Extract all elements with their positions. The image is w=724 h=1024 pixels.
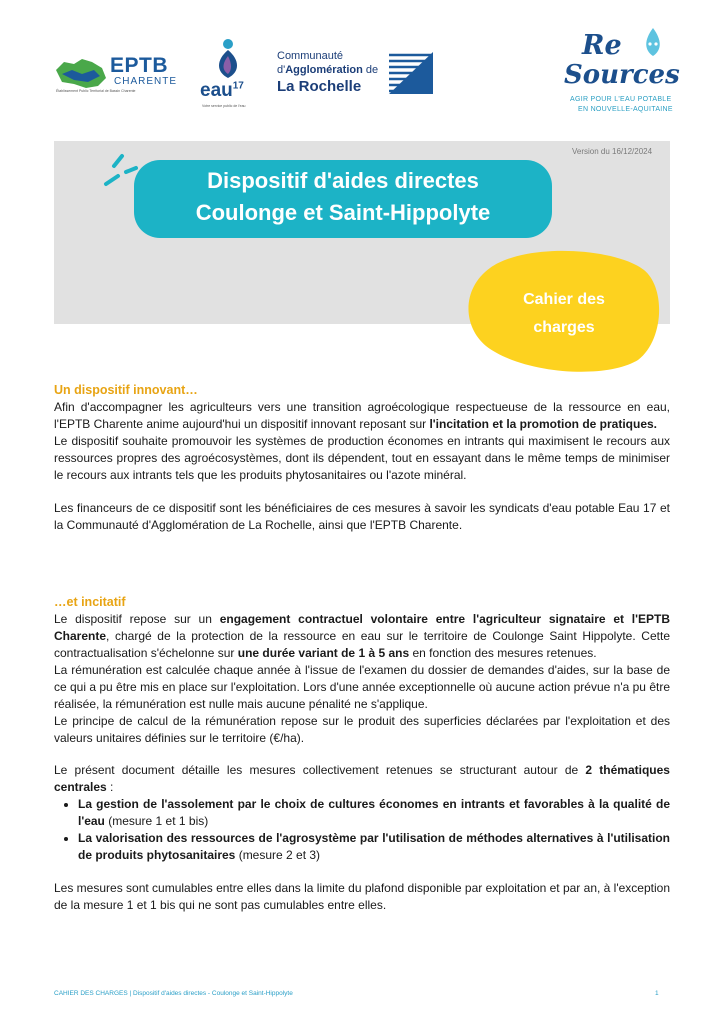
- document-body: [54, 382, 670, 914]
- cda-line1: Communauté: [277, 50, 344, 62]
- resources-tagline-1: AGIR POUR L'EAU POTABLE: [570, 96, 672, 103]
- paragraph: Les mesures sont cumulables entre elles dans la limite du plafond disponible par exploitation et par an, à l'exception de la mesure 1 et 1 bis qui ne sont pas cumulables entre elles.: [54, 880, 670, 912]
- droplet-icon: [640, 26, 666, 58]
- paragraph: Afin d'accompagner les agriculteurs vers une transition agroécologique respectueuse de la ressource en eau, l'EPTB Charente anime aujourd'hui un dispositif innovant reposant sur l'incitation et la promotion de pratiques.: [54, 399, 670, 431]
- list-item: • La valorisation des ressources de l'agrosystème par l'utilisation de méthodes alternatives à l'utilisation de produits phytosanitaires (mesure 2 et 3): [78, 830, 670, 864]
- paragraph: Les financeurs de ce dispositif sont les bénéficiaires de ces mesures à savoir les syndicats d'eau potable Eau 17 et la Communauté d'Agglomération de La Rochelle, ainsi que l'EPTB Charente.: [54, 501, 670, 533]
- paragraph: La rémunération est calculée chaque année à l'issue de l'examen du dossier de demandes d'aides, sur la base de ce qui a pu être mis en place sur l'exploitation. Lors d'une année exceptionnelle où aucune action prévue n'a pu être réalisée, la rémunération est nulle mais aucune pénalité ne s'applique.: [54, 662, 670, 711]
- eptb-tagline: Établissement Public Territorial de Bassin Charente: [56, 89, 136, 93]
- thematic-list: [54, 796, 670, 864]
- eptb-charente-logo: [52, 54, 182, 96]
- eptb-subtitle: CHARENTE: [114, 76, 178, 87]
- cda-la-rochelle-logo: [277, 50, 437, 96]
- cda-line2: d'Agglomération de: [277, 64, 379, 76]
- page-title-line1: Dispositif d'aides directes: [207, 168, 479, 193]
- paragraph: Le dispositif souhaite promouvoir les systèmes de production économes en intrants qui maximisent le recours aux ressources propres des agroécosystèmes, dont ils dépendent, tout en essayant dans le même temps de minimiser le recours aux intrants tels que les produits phytosanitaires ou l'azote minéral.: [54, 433, 670, 482]
- eau17-logo: [200, 36, 260, 112]
- list-item: • La gestion de l'assolement par le choix de cultures économes en intrants et favorables à la qualité de l'eau (mesure 1 et 1 bis): [78, 796, 670, 830]
- resources-sources: Sources: [564, 60, 680, 90]
- cahier-des-charges-badge: Cahier des charges: [523, 291, 605, 336]
- resources-tagline-2: EN NOUVELLE-AQUITAINE: [578, 106, 673, 113]
- eau17-tagline: Votre service public de l'eau: [202, 104, 246, 108]
- section-heading-innovant: Un dispositif innovant…: [54, 383, 198, 397]
- resources-re: Re: [582, 30, 622, 61]
- paragraph: Le dispositif repose sur un engagement contractuel volontaire entre l'agriculteur signataire et l'EPTB Charente, chargé de la protection de la ressource en eau sur le territoire de Coulonge Saint Hippolyte. Cette contractualisation s'échelonne sur une durée variant de 1 à 5 ans en fonction des mesures retenues.: [54, 612, 670, 660]
- eau17-wordmark: eau$^{17}$: [200, 80, 244, 101]
- section-heading-incitatif: …et incitatif: [54, 595, 126, 610]
- paragraph: Le principe de calcul de la rémunération repose sur le produit des superficies déclarées par l'exploitation et des valeurs unitaires définies sur le territoire (€/ha).: [54, 713, 670, 745]
- eptb-wordmark: EPTB: [110, 54, 169, 77]
- footer-text: CAHIER DES CHARGES | Dispositif d'aides directes - Coulonge et Saint-Hippolyte: [54, 990, 293, 997]
- title-pill: [134, 160, 552, 238]
- page-title-line2: Coulonge et Saint-Hippolyte: [195, 200, 491, 225]
- page-number: 1: [655, 990, 659, 997]
- version-date: Version du 16/12/2024: [572, 147, 653, 156]
- paragraph: Le présent document détaille les mesures collectivement retenues se structurant autour de 2 thématiques centrales :: [54, 763, 670, 795]
- cda-line3: La Rochelle: [277, 78, 362, 95]
- sail-icon: [389, 52, 433, 94]
- eptb-map-icon: [52, 56, 108, 90]
- water-drop-figure-icon: [208, 36, 248, 80]
- resources-logo: [560, 26, 680, 122]
